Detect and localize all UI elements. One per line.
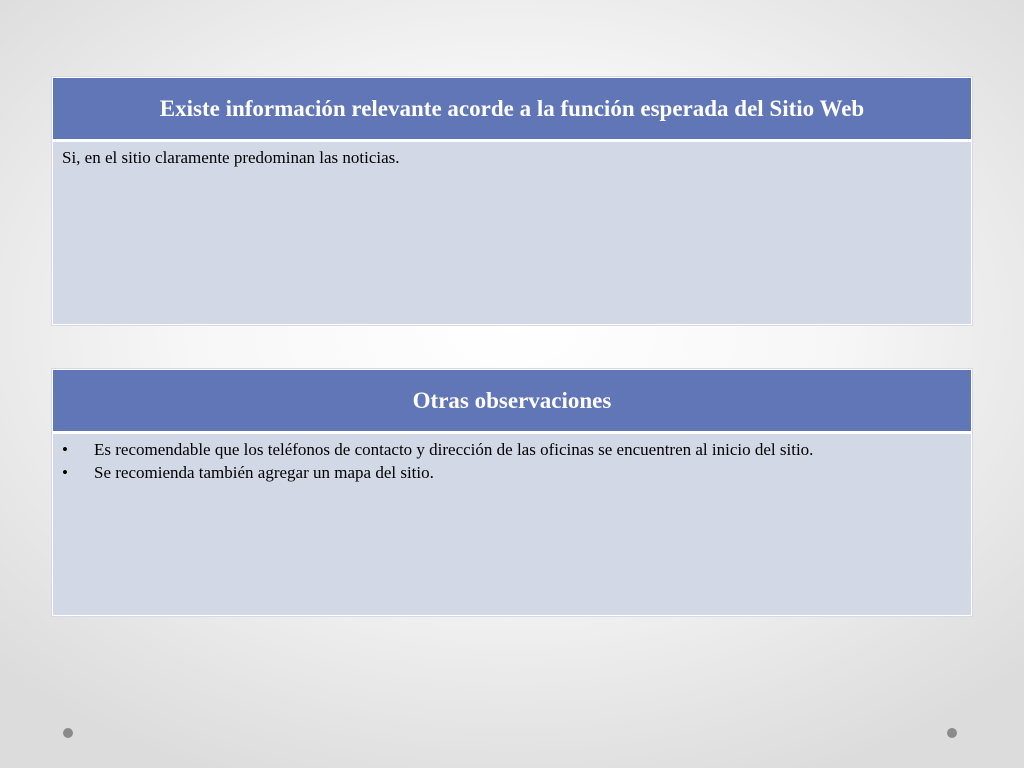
bullet-icon: • bbox=[62, 463, 68, 482]
observations-list bbox=[62, 438, 962, 484]
relevance-panel-body bbox=[53, 142, 971, 324]
observations-panel bbox=[51, 368, 973, 617]
relevance-panel-header: Existe información relevante acorde a la función esperada del Sitio Web bbox=[53, 78, 971, 139]
decorative-dot-icon bbox=[947, 728, 957, 738]
observations-panel-header: Otras observaciones bbox=[53, 370, 971, 431]
decorative-dot-icon bbox=[63, 728, 73, 738]
bullet-icon: • bbox=[62, 440, 68, 459]
relevance-panel-text: Si, en el sitio claramente predominan las noticias. bbox=[62, 148, 400, 167]
relevance-panel bbox=[51, 76, 973, 326]
observations-panel-body bbox=[53, 434, 971, 615]
list-item-text: Se recomienda también agregar un mapa del sitio. bbox=[94, 463, 434, 482]
list-item bbox=[62, 438, 962, 461]
list-item bbox=[62, 461, 962, 484]
list-item-text: Es recomendable que los teléfonos de contacto y dirección de las oficinas se encuentren al inicio del sitio. bbox=[94, 440, 814, 459]
